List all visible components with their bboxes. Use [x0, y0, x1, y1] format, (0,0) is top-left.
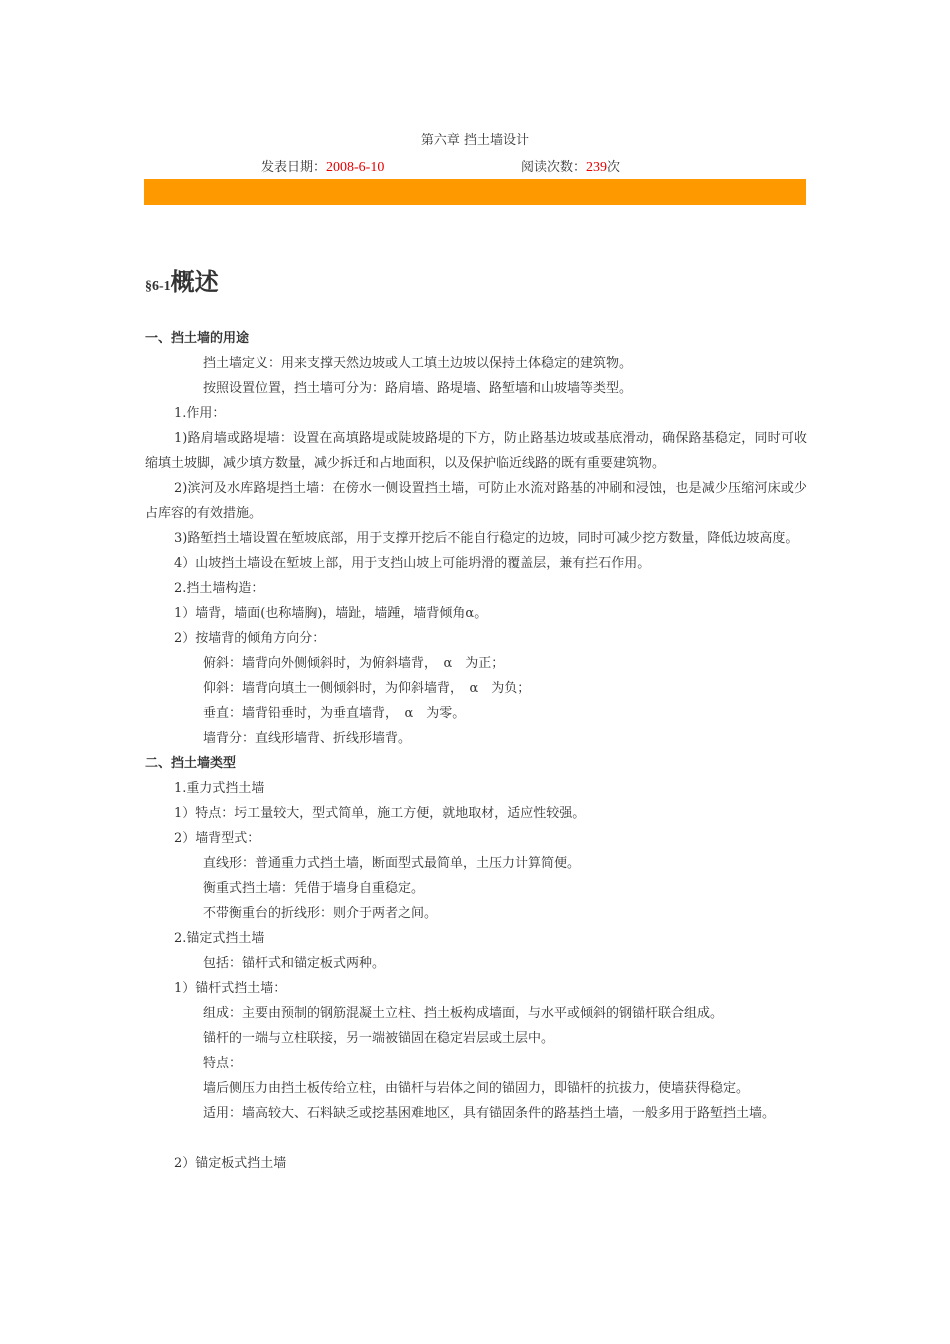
paragraph: 锚杆的一端与立柱联接，另一端被锚固在稳定岩层或土层中。	[203, 1031, 555, 1046]
paragraph: 垂直：墙背铅垂时，为垂直墙背， α 为零。	[203, 706, 466, 721]
section-title: 概述	[170, 267, 219, 296]
publish-date-value: 2008-6-10	[326, 160, 385, 175]
publish-date	[261, 156, 384, 176]
paragraph: 直线形：普通重力式挡土墙，断面型式最简单，土压力计算简便。	[203, 856, 581, 871]
paragraph: 4）山坡挡土墙设在堑坡上部，用于支挡山坡上可能坍滑的覆盖层，兼有拦石作用。	[174, 556, 651, 571]
paragraph: 不带衡重台的折线形：则介于两者之间。	[203, 906, 438, 921]
paragraph: 2)滨河及水库路堤挡土墙：在傍水一侧设置挡土墙，可防止水流对路基的冲刷和浸蚀，也是减少压缩河床或少占库容的有效措施。	[145, 481, 807, 521]
paragraph: 组成：主要由预制的钢筋混凝土立柱、挡土板构成墙面，与水平或倾斜的钢锚杆联合组成。	[203, 1006, 724, 1021]
paragraph: 包括：锚杆式和锚定板式两种。	[203, 956, 386, 971]
article-title: 第六章 挡土墙设计	[420, 133, 530, 148]
paragraph: 仰斜：墙背向填土一侧倾斜时，为仰斜墙背， α 为负；	[203, 681, 531, 696]
publish-date-label: 发表日期：	[261, 160, 327, 175]
paragraph: 2.挡土墙构造：	[174, 581, 265, 596]
paragraph: 3)路堑挡土墙设置在堑坡底部，用于支撑开挖后不能自行稳定的边坡，同时可减少挖方数量，降低边坡高度。	[174, 531, 799, 546]
paragraph: 1.作用：	[174, 406, 226, 421]
article-body	[145, 326, 807, 1176]
paragraph: 1）墙背，墙面(也称墙胸)，墙趾，墙踵，墙背倾角α。	[174, 606, 488, 621]
section-heading	[145, 262, 219, 297]
paragraph: 1）锚杆式挡土墙：	[174, 981, 287, 996]
paragraph: 2）按墙背的倾角方向分：	[174, 631, 326, 646]
spacer	[145, 1126, 807, 1151]
heading-uses: 一、挡土墙的用途	[145, 331, 250, 346]
paragraph: 1）特点：圬工量较大，型式简单，施工方便，就地取材，适应性较强。	[174, 806, 586, 821]
paragraph: 适用：墙高较大、石料缺乏或挖基困难地区，具有锚固条件的路基挡土墙，一般多用于路堑挡土墙。	[203, 1106, 776, 1121]
paragraph: 俯斜：墙背向外侧倾斜时，为俯斜墙背， α 为正；	[203, 656, 505, 671]
paragraph: 1)路肩墙或路堤墙：设置在高填路堤或陡坡路堤的下方，防止路基边坡或基底滑动，确保路基稳定，同时可收缩填土坡脚，减少填方数量，减少拆迁和占地面积，以及保护临近线路的既有重要建筑物。	[145, 431, 807, 471]
section-number: §6-1	[145, 279, 171, 294]
paragraph: 2.锚定式挡土墙	[174, 931, 265, 946]
paragraph: 衡重式挡土墙：凭借于墙身自重稳定。	[203, 881, 425, 896]
paragraph: 2）锚定板式挡土墙	[174, 1156, 287, 1171]
read-count-label: 阅读次数：	[521, 160, 587, 175]
read-count-value: 239	[586, 160, 608, 175]
paragraph: 1.重力式挡土墙	[174, 781, 265, 796]
read-count-suffix: 次	[607, 160, 621, 175]
orange-divider-bar	[144, 179, 806, 205]
paragraph: 墙背分：直线形墙背、折线形墙背。	[203, 731, 412, 746]
paragraph: 2）墙背型式：	[174, 831, 261, 846]
paragraph: 挡土墙定义：用来支撑天然边坡或人工填土边坡以保持土体稳定的建筑物。	[203, 356, 633, 371]
paragraph: 墙后侧压力由挡土板传给立柱，由锚杆与岩体之间的锚固力，即锚杆的抗拔力，使墙获得稳定。	[203, 1081, 750, 1096]
paragraph: 特点：	[203, 1056, 243, 1071]
paragraph: 按照设置位置，挡土墙可分为：路肩墙、路堤墙、路堑墙和山坡墙等类型。	[203, 381, 633, 396]
heading-types: 二、挡土墙类型	[145, 756, 237, 771]
read-count	[521, 156, 620, 176]
